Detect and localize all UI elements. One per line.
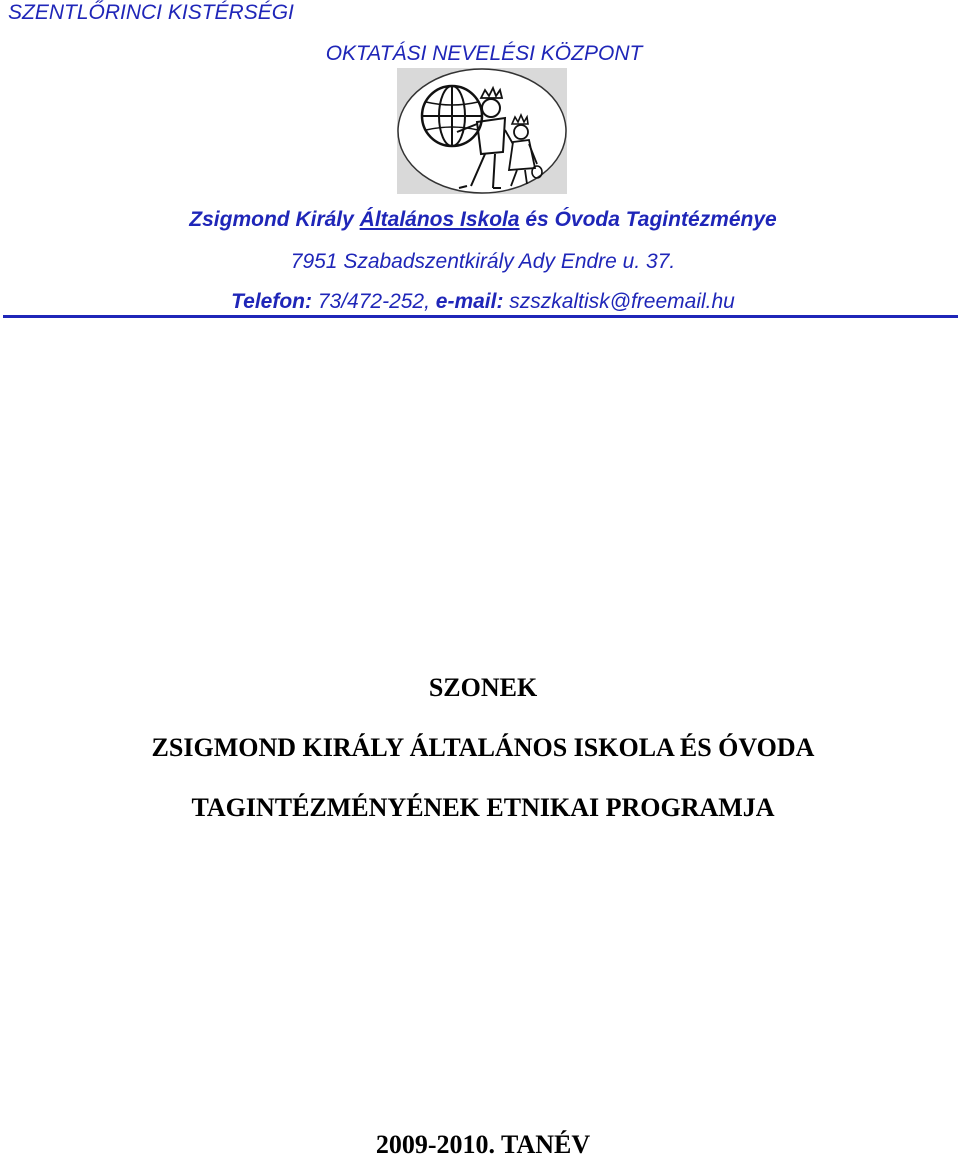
phone-value: 73/472-252, <box>312 290 436 313</box>
org-name-line1: SZENTLŐRINCI KISTÉRSÉGI <box>8 1 294 24</box>
email-label: e-mail: <box>435 290 504 313</box>
school-name <box>0 208 960 232</box>
document-title-line3: TAGINTÉZMÉNYÉNEK ETNIKAI PROGRAMJA <box>191 793 775 822</box>
school-year: 2009-2010. TANÉV <box>375 1130 591 1159</box>
org-name-line2: OKTATÁSI NEVELÉSI KÖZPONT <box>325 42 643 65</box>
school-logo-globe-children-icon <box>397 68 567 194</box>
school-name-part3: és Óvoda Tagintézménye <box>519 208 777 231</box>
document-title-line2: ZSIGMOND KIRÁLY ÁLTALÁNOS ISKOLA ÉS ÓVODA <box>151 733 815 762</box>
school-name-underlined: Általános Iskola <box>359 208 520 231</box>
document-title-line1: SZONEK <box>428 673 538 702</box>
phone-label: Telefon: <box>231 290 313 313</box>
school-address: 7951 Szabadszentkirály Ady Endre u. 37. <box>290 250 676 273</box>
header-divider <box>3 315 958 318</box>
school-contact <box>0 290 960 314</box>
school-logo <box>397 68 567 194</box>
email-value: szszkaltisk@freemail.hu <box>503 290 735 313</box>
school-name-part1: Zsigmond Király <box>189 208 360 231</box>
